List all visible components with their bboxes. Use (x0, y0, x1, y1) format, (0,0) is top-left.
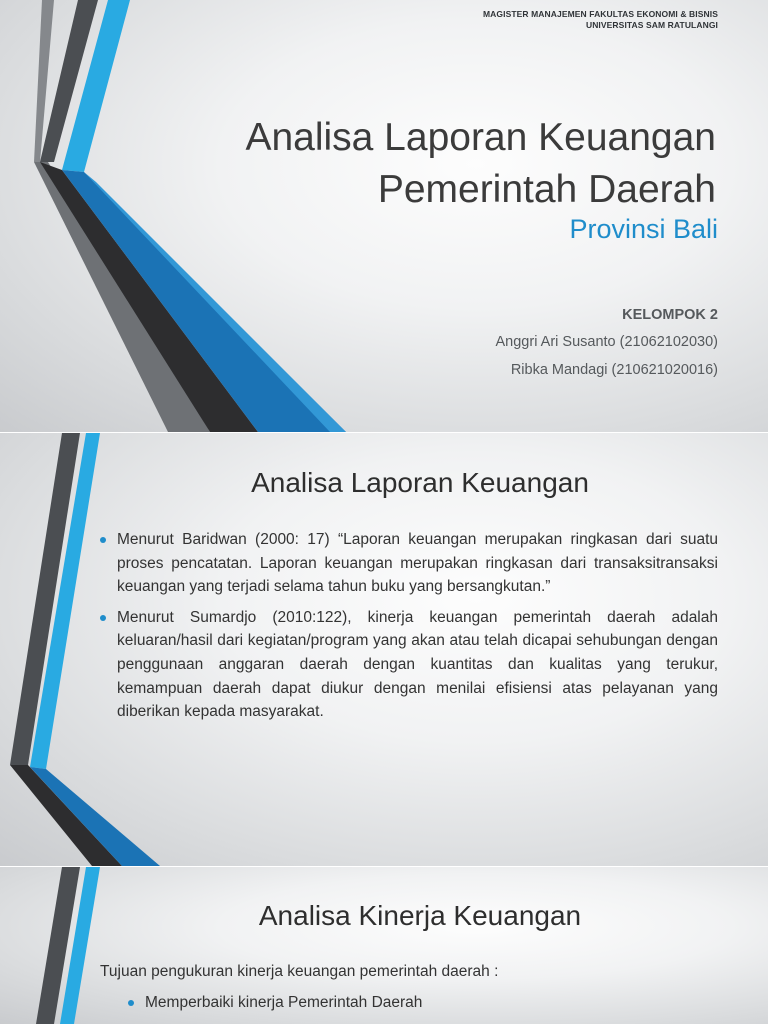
bullet-item: Menurut Sumardjo (2010:122), kinerja keuangan pemerintah daerah adalah keluaran/hasil dari kegiatan/program yang akan atau telah dicapai sehubungan dengan penggunaan anggaran daerah dengan kuantitas dan kualitas yang terukur, kemampuan daerah dapat diukur dengan menilai efisiensi atas pelayanan yang diberikan kepada masyarakat. (100, 606, 718, 724)
bullet-item: Memperbaiki kinerja Pemerintah Daerah (128, 991, 718, 1015)
bullet-list (100, 528, 718, 731)
group-label: KELOMPOK 2 (622, 307, 718, 323)
bullet-item: Menurut Baridwan (2000: 17) “Laporan keuangan merupakan ringkasan dari suatu proses pencatatan. Laporan keuangan merupakan ringkasan dari transaksitransaksi keuangan yang terjadi selama tahun buku yang bersangkutan.” (100, 528, 718, 599)
slide-title (0, 0, 768, 432)
slide-analisa-kinerja (0, 867, 768, 1024)
presentation-subtitle: Provinsi Bali (569, 214, 718, 244)
slide-title: Analisa Kinerja Keuangan (258, 900, 582, 931)
slide-title: Analisa Laporan Keuangan (251, 467, 589, 498)
institution-header (483, 9, 718, 31)
intro-text: Tujuan pengukuran kinerja keuangan pemerintah daerah : (100, 963, 499, 980)
institution-line-2: UNIVERSITAS SAM RATULANGI (585, 20, 718, 30)
institution-line-1: MAGISTER MANAJEMEN FAKULTAS EKONOMI & BISNIS (482, 9, 718, 19)
slide-analisa-laporan (0, 433, 768, 866)
group-member: Anggri Ari Susanto (21062102030) (495, 334, 718, 350)
group-member: Ribka Mandagi (210621020016) (510, 362, 718, 378)
presentation-title: Analisa Laporan Keuangan Pemerintah Daerah (245, 116, 716, 211)
bullet-list (128, 991, 718, 1022)
